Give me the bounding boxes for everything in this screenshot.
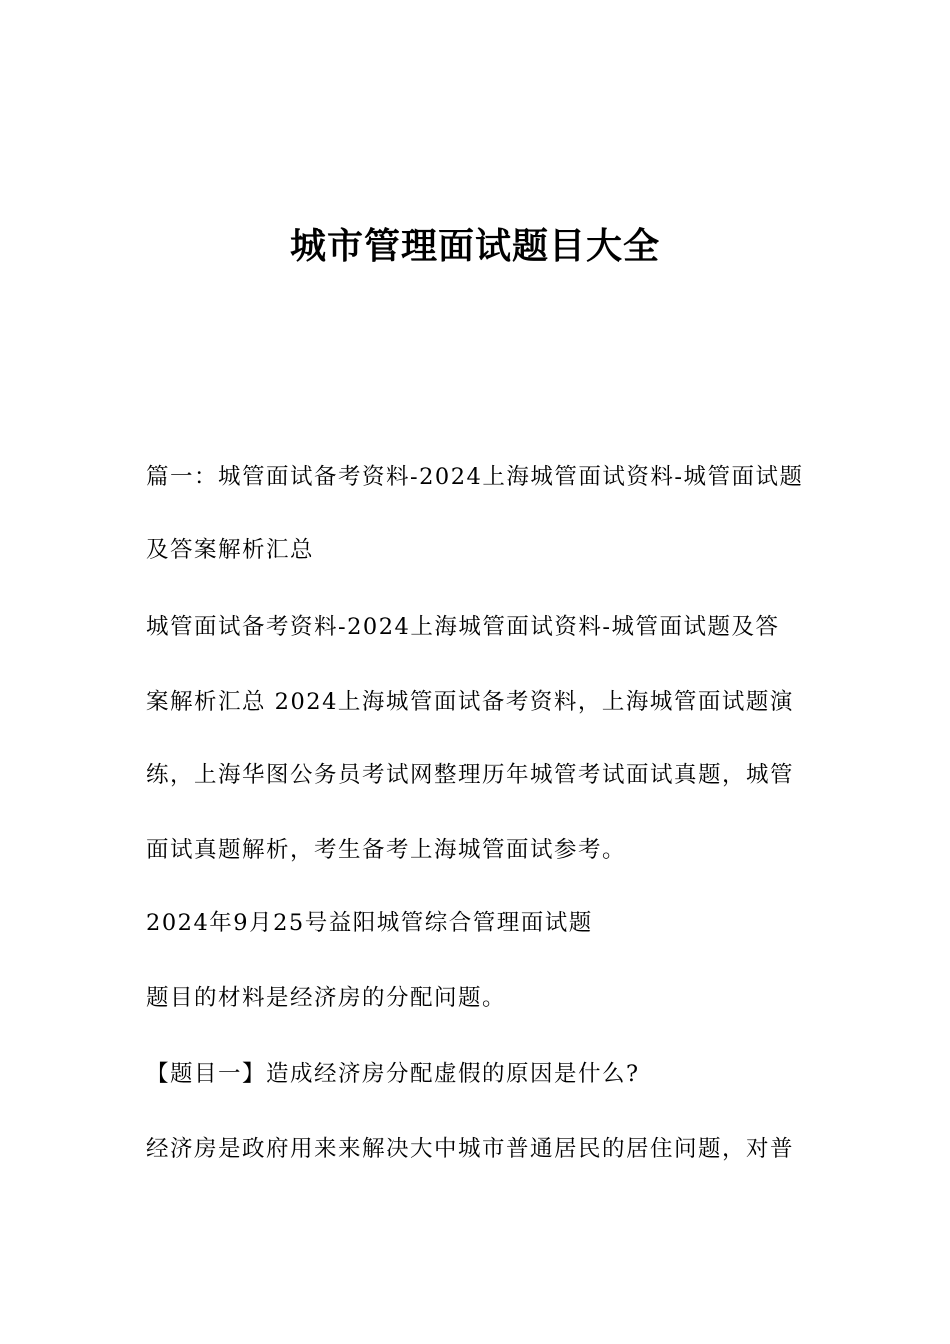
body-line-10: 经济房是政府用来来解决大中城市普通居民的居住问题，对普 — [146, 1136, 795, 1162]
body-line-6: 面试真题解析，考生备考上海城管面试参考。 — [146, 837, 627, 863]
document-title: 城市管理面试题目大全 — [289, 226, 660, 267]
body-line-3: 城管面试备考资料-2024上海城管面试资料-城管面试题及答 — [146, 614, 780, 640]
body-line-2: 及答案解析汇总 — [146, 537, 315, 563]
body-line-7: 2024年9月25号益阳城管综合管理面试题 — [146, 910, 593, 936]
body-line-4: 案解析汇总 2024上海城管面试备考资料，上海城管面试题演 — [146, 689, 794, 715]
body-line-5: 练，上海华图公务员考试网整理历年城管考试面试真题，城管 — [146, 762, 795, 788]
body-line-1: 篇一：城管面试备考资料-2024上海城管面试资料-城管面试题 — [146, 464, 804, 490]
body-line-9: 【题目一】造成经济房分配虚假的原因是什么? — [146, 1061, 640, 1087]
body-line-8: 题目的材料是经济房的分配问题。 — [146, 985, 507, 1011]
